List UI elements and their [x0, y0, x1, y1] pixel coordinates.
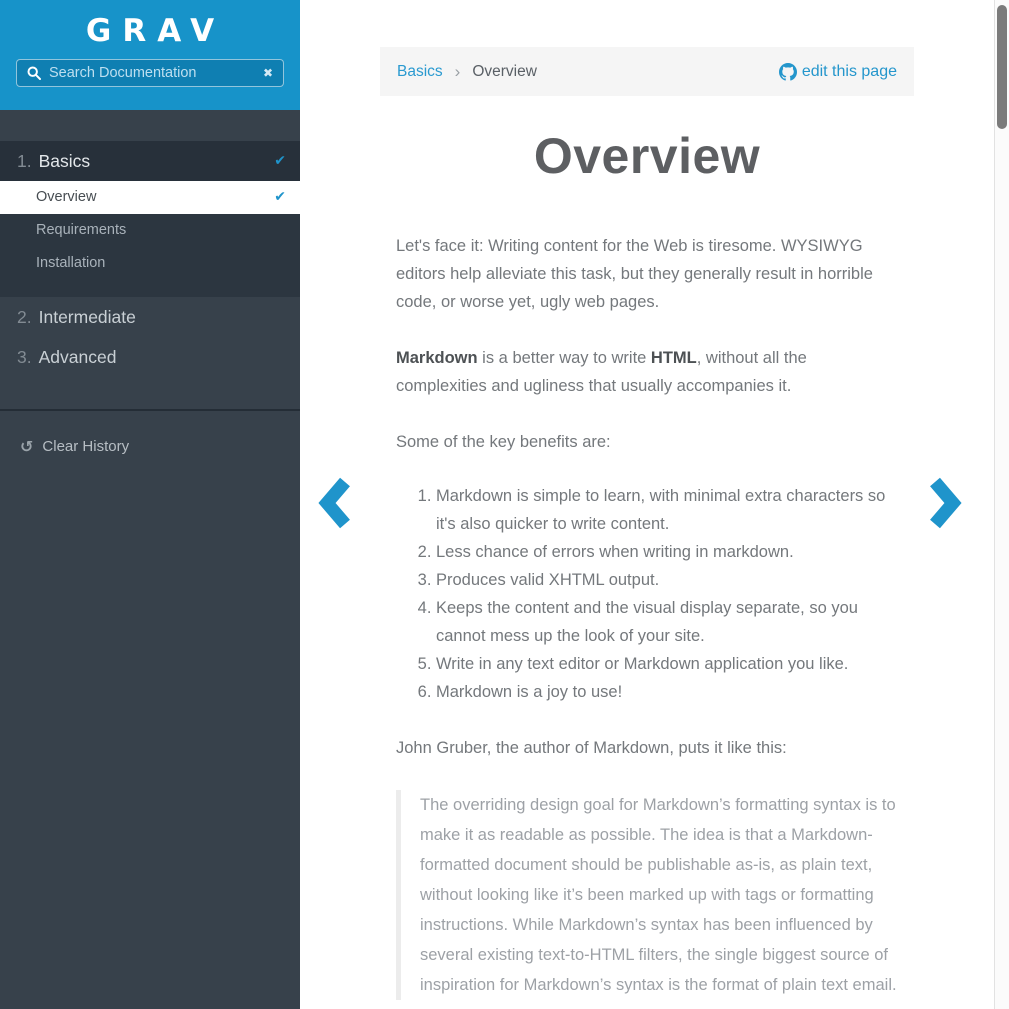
section-number: 3. [17, 347, 32, 367]
chevron-right-separator-icon: › [454, 61, 461, 81]
scrollbar-track[interactable] [994, 0, 1009, 1009]
section-label: Advanced [38, 347, 117, 367]
main-content [300, 0, 994, 1009]
sub-item-label: Requirements [36, 222, 127, 238]
next-page-button[interactable] [928, 477, 962, 534]
sidebar-item-intermediate[interactable] [0, 297, 300, 337]
sidebar-item-basics[interactable] [0, 141, 300, 181]
search-icon [27, 66, 41, 80]
sidebar-nav [0, 110, 300, 456]
list-item: 1. Markdown is simple to learn, with minimal extra characters so it's also quicker to write content. [436, 482, 898, 538]
section-number: 1. [17, 151, 32, 171]
clear-history-label: Clear History [42, 438, 130, 455]
list-item: 2. Less chance of errors when writing in markdown. [436, 538, 898, 566]
github-icon [779, 63, 797, 81]
section-label: Basics [38, 151, 91, 171]
sidebar-item-installation[interactable] [0, 247, 300, 280]
sidebar-item-requirements[interactable] [0, 214, 300, 247]
page-title: Overview [533, 128, 761, 184]
benefits-list [396, 482, 898, 706]
list-item: 3. Produces valid XHTML output. [436, 566, 898, 594]
search-input[interactable] [49, 65, 257, 81]
breadcrumb-link-basics[interactable]: Basics [397, 62, 443, 80]
list-item: 6. Markdown is a joy to use! [436, 678, 898, 706]
paragraph: Some of the key benefits are: [396, 433, 611, 451]
check-icon: ✔ [274, 189, 286, 205]
bold-text: HTML [650, 349, 697, 367]
edit-this-page-link[interactable] [779, 63, 897, 81]
article-body [380, 232, 914, 1000]
markdown-quote: The overriding design goal for Markdown’s formatting syntax is to make it as readable as possible. The idea is that a Markdown-formatted document should be publishable as-is, as plain text, without looking like it’s been marked up with tags or formatting instructions. While Markdown’s syntax has been influenced by several existing text-to-HTML filters, the single biggest source of inspiration for Markdown’s syntax is the format of plain text email. [396, 790, 898, 1000]
sidebar-item-advanced[interactable] [0, 337, 300, 377]
prev-page-button[interactable] [318, 477, 352, 534]
section-number: 2. [17, 307, 32, 327]
clear-search-icon[interactable]: ✖ [262, 66, 273, 80]
section-label: Intermediate [38, 307, 136, 327]
paragraph: Markdown is a better way to write HTML, without all the complexities and ugliness that usually accompanies it. [396, 349, 807, 395]
chevron-right-icon [928, 477, 962, 529]
clear-history-button[interactable] [0, 437, 300, 456]
scrollbar-thumb[interactable] [997, 5, 1007, 129]
chevron-left-icon [318, 477, 352, 529]
sidebar-item-overview[interactable] [0, 181, 300, 214]
sub-item-label: Overview [36, 189, 97, 205]
paragraph: John Gruber, the author of Markdown, puts it like this: [396, 739, 787, 757]
sidebar-divider [0, 409, 300, 411]
breadcrumb-current: Overview [472, 62, 537, 80]
nav-section-basics [0, 141, 300, 297]
paragraph: Let's face it: Writing content for the Web is tiresome. WYSIWYG editors help alleviate this task, but they generally result in horrible code, or worse yet, ugly web pages. [396, 237, 873, 311]
sub-item-label: Installation [36, 255, 106, 271]
grav-logo: GRAV [85, 13, 226, 49]
sidebar-header [0, 0, 300, 110]
sidebar [0, 0, 300, 1009]
list-item: 5. Write in any text editor or Markdown application you like. [436, 650, 898, 678]
history-icon: ↺ [20, 437, 34, 456]
search-box[interactable] [16, 59, 284, 87]
breadcrumb [380, 47, 914, 96]
edit-link-label: edit this page [801, 62, 897, 80]
bold-text: Markdown [396, 349, 478, 367]
list-item: 4. Keeps the content and the visual display separate, so you cannot mess up the look of your site. [436, 594, 898, 650]
check-icon: ✔ [274, 153, 286, 169]
